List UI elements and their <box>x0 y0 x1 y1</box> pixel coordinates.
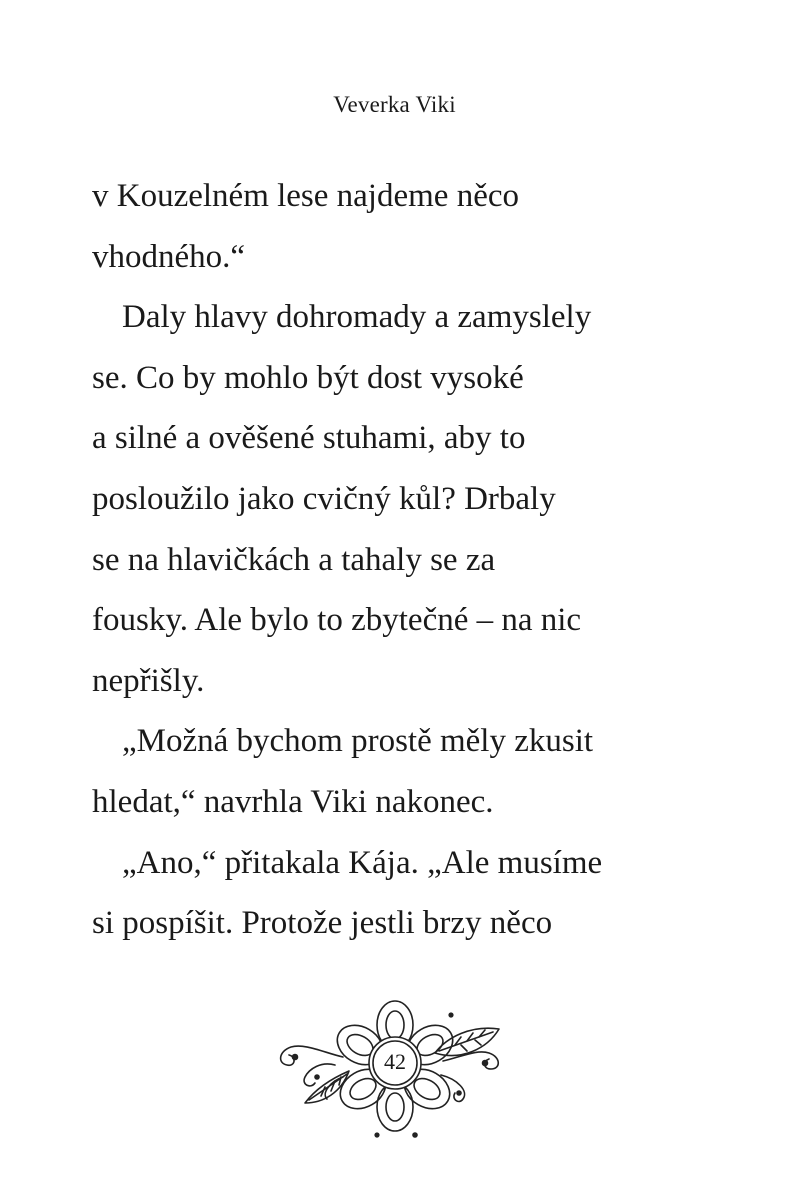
running-head: Veverka Viki <box>333 92 456 117</box>
text-line: si pospíšit. Protože jestli brzy něco <box>92 905 553 942</box>
text-line: Daly hlavy dohromady a zamyslely <box>122 299 592 336</box>
body-text <box>92 166 732 954</box>
text-line: fousky. Ale bylo to zbytečné – na nic <box>92 602 582 639</box>
text-line: a silné a ověšené stuhami, aby to <box>92 420 526 457</box>
text-line: se. Co by mohlo být dost vysoké <box>92 359 524 396</box>
text-line: v Kouzelném lese najdeme něco <box>92 178 519 214</box>
text-line: nepřišly. <box>92 662 205 699</box>
text-line: posloužilo jako cvičný kůl? Drbaly <box>92 480 556 517</box>
text-line: „Možná bychom prostě měly zkusit <box>122 723 594 760</box>
text-line: se na hlavičkách a tahaly se za <box>92 541 496 578</box>
text-line: „Ano,“ přitakala Kája. „Ale musíme <box>122 844 603 881</box>
text-line: vhodného.“ <box>92 238 246 275</box>
page-number: 42 <box>384 1049 406 1074</box>
text-line: hledat,“ navrhla Viki nakonec. <box>92 783 494 820</box>
